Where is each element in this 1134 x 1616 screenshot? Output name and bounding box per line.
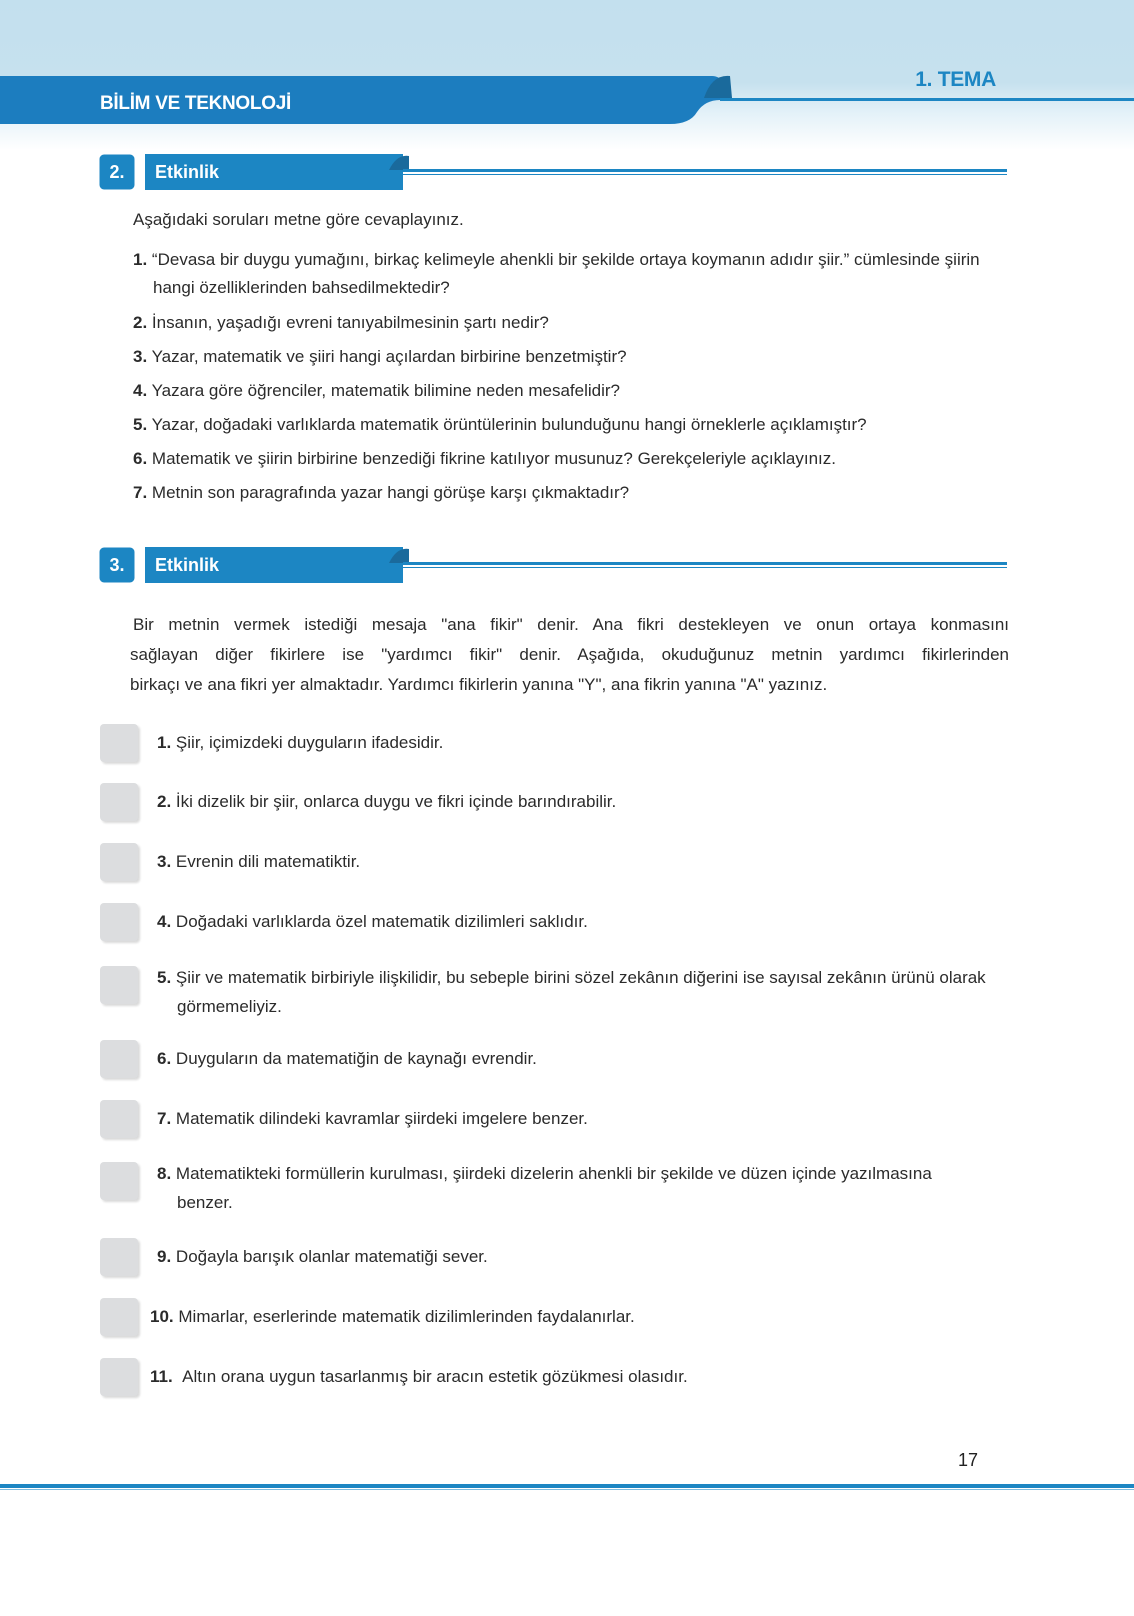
paragraph-line: Bir metnin vermek istediği mesaja "ana fikir" denir. Ana fikri destekleyen ve onun ortaya konmasını xyxy=(133,615,1009,634)
item-text: 8. Matematikteki formüllerin kurulması, şiirdeki dizelerin ahenkli bir şekilde ve düzen içinde yazılmasına benzer. xyxy=(157,1164,932,1212)
activity-number: 3. xyxy=(109,555,125,575)
answer-box[interactable] xyxy=(100,966,138,1004)
answer-box[interactable] xyxy=(100,843,138,881)
item-text: 1. Şiir, içimizdeki duyguların ifadesidir. xyxy=(157,733,444,752)
answer-box[interactable] xyxy=(100,1238,138,1276)
question-list xyxy=(133,246,1013,513)
answer-box[interactable] xyxy=(100,1040,138,1078)
activity-3-paragraph xyxy=(130,610,1009,700)
answer-box[interactable] xyxy=(100,783,138,821)
question-item: 6. Matematik ve şiirin birbirine benzediği fikrine katılıyor musunuz? Gerekçeleriyle açıklayınız. xyxy=(133,449,836,468)
footer-rule-thin xyxy=(0,1489,1134,1490)
paragraph-line: sağlayan diğer fikirlere ise "yardımcı fikir" denir. Aşağıda, okuduğunuz metnin yardımcı fikirlerinden xyxy=(130,645,1009,664)
item-text: 6. Duyguların da matematiğin de kaynağı evrendir. xyxy=(157,1049,537,1068)
item-text: 5. Şiir ve matematik birbiriyle ilişkilidir, bu sebeple birini sözel zekânın diğerini ise sayısal zekânın ürünü olarak görmemeliyiz. xyxy=(157,968,986,1016)
answer-box[interactable] xyxy=(100,1100,138,1138)
question-item: 1. “Devasa bir duygu yumağını, birkaç kelimeyle ahenkli bir şekilde ortaya koymanın adıdır şiir.” cümlesinde şiirin hangi özelliklerinden bahsedilmektedir? xyxy=(133,250,980,297)
item-text: 9. Doğayla barışık olanlar matematiği sever. xyxy=(157,1247,488,1266)
theme-label: 1. TEMA xyxy=(915,68,996,91)
question-item: 7. Metnin son paragrafında yazar hangi görüşe karşı çıkmaktadır? xyxy=(133,483,630,502)
activity-number: 2. xyxy=(109,162,125,182)
answer-box[interactable] xyxy=(100,724,138,762)
header-title: BİLİM VE TEKNOLOJİ xyxy=(100,93,291,114)
page-number: 17 xyxy=(957,1450,978,1470)
answer-box[interactable] xyxy=(100,1162,138,1200)
item-text: 10. Mimarlar, eserlerinde matematik dizilimlerinden faydalanırlar. xyxy=(150,1307,635,1326)
question-item: 4. Yazara göre öğrenciler, matematik bilimine neden mesafelidir? xyxy=(133,381,620,400)
answer-box[interactable] xyxy=(100,903,138,941)
answer-box[interactable] xyxy=(100,1298,138,1336)
activity-title: Etkinlik xyxy=(155,555,220,575)
item-text: 4. Doğadaki varlıklarda özel matematik dizilimleri saklıdır. xyxy=(157,912,588,931)
activity-title: Etkinlik xyxy=(155,162,220,182)
activity-2-intro: Aşağıdaki soruları metne göre cevaplayınız. xyxy=(133,210,464,229)
activity-3-header xyxy=(97,545,1007,585)
question-item: 2. İnsanın, yaşadığı evreni tanıyabilmesinin şartı nedir? xyxy=(133,313,549,332)
question-item: 5. Yazar, doğadaki varlıklarda matematik örüntülerinin bulunduğunu hangi örneklerle açıklamıştır? xyxy=(133,415,867,434)
item-text: 2. İki dizelik bir şiir, onlarca duygu ve fikri içinde barındırabilir. xyxy=(157,792,617,811)
paragraph-line: birkaçı ve ana fikri yer almaktadır. Yardımcı fikirlerin yanına "Y", ana fikrin yanına "A" yazınız. xyxy=(130,675,828,694)
answer-box[interactable] xyxy=(100,1358,138,1396)
question-item: 3. Yazar, matematik ve şiiri hangi açılardan birbirine benzetmiştir? xyxy=(133,347,627,366)
footer-rule xyxy=(0,1484,1134,1488)
activity-2-header xyxy=(97,152,1007,192)
item-text: 3. Evrenin dili matematiktir. xyxy=(157,852,361,871)
item-text: 11. Altın orana uygun tasarlanmış bir aracın estetik gözükmesi olasıdır. xyxy=(150,1367,688,1386)
item-text: 7. Matematik dilindeki kavramlar şiirdeki imgelere benzer. xyxy=(157,1109,588,1128)
